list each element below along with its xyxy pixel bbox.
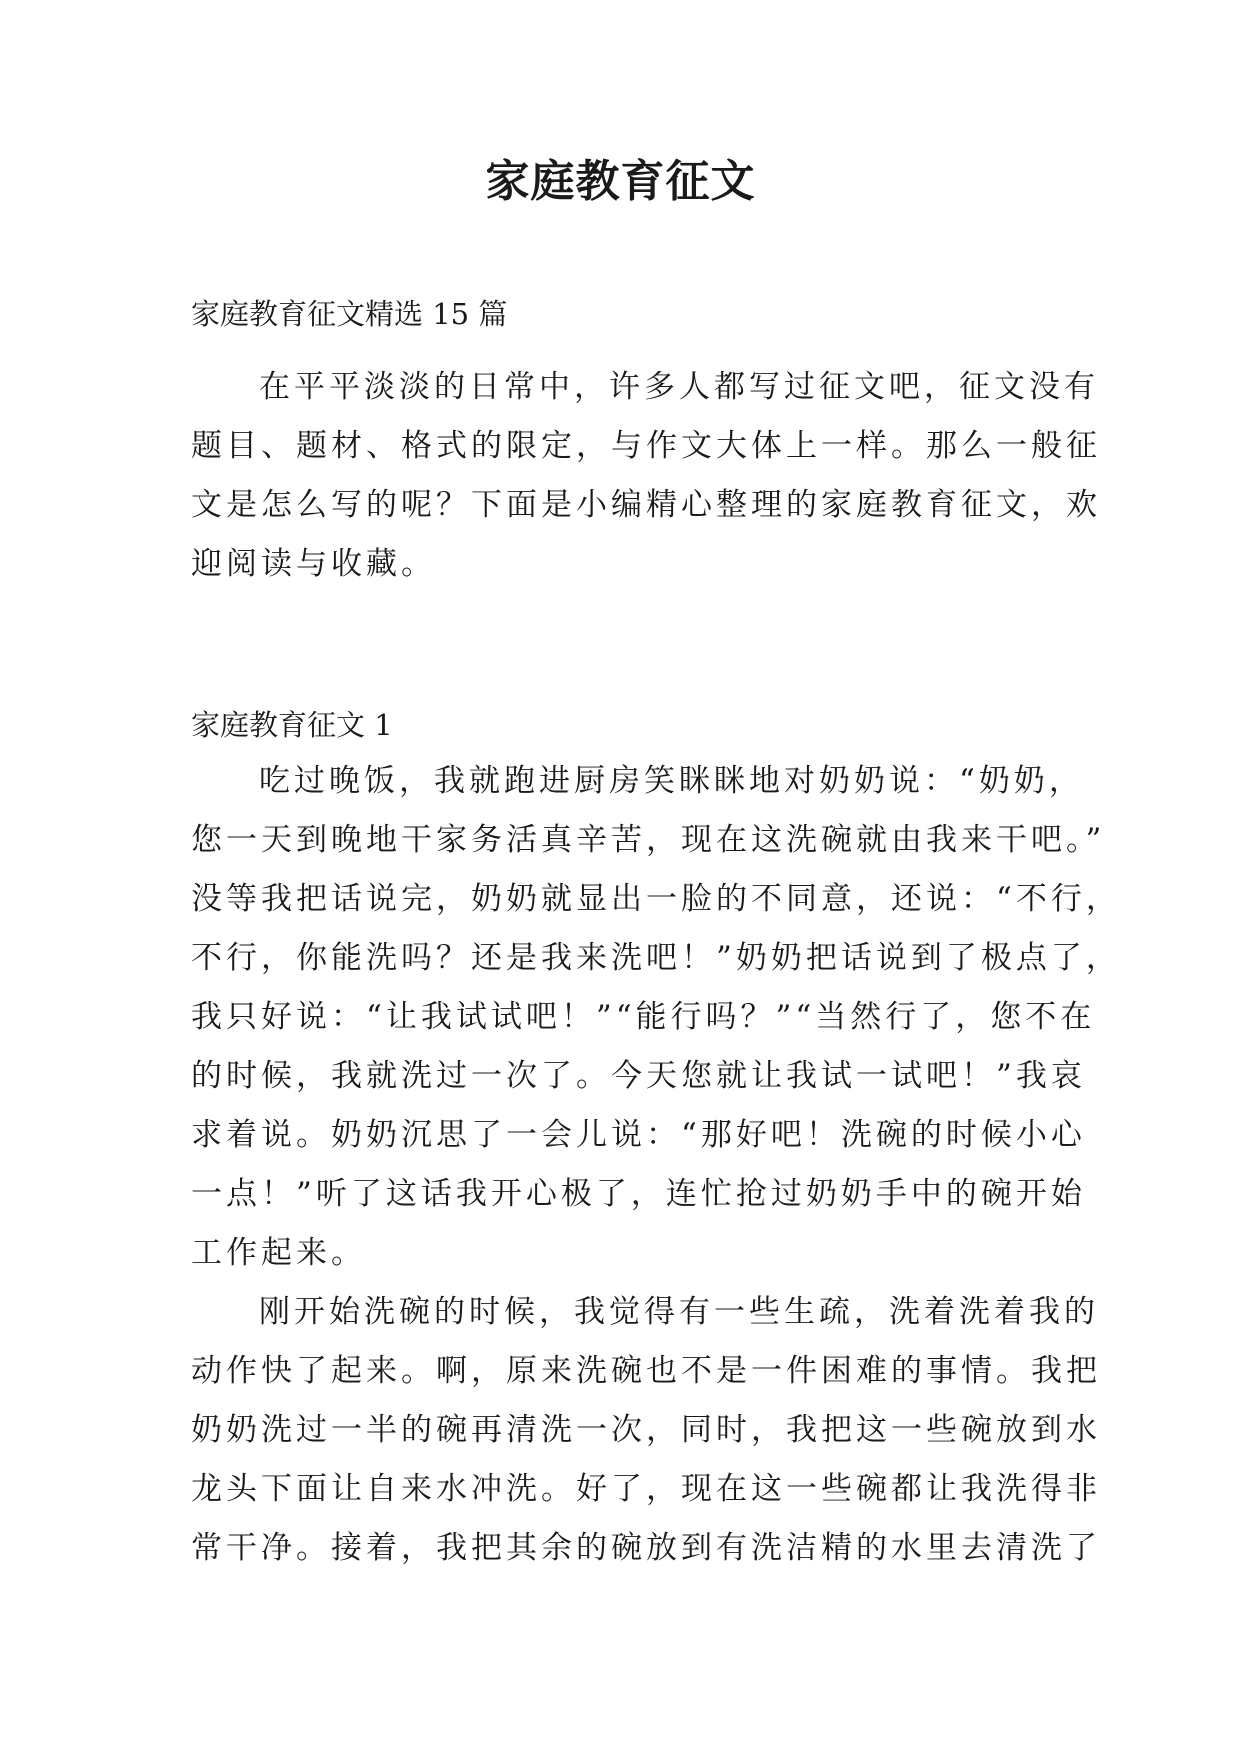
paragraph-line: 一点！”听了这话我开心极了，连忙抢过奶奶手中的碗开始 xyxy=(191,1176,1086,1212)
intro-paragraph xyxy=(191,358,1101,594)
document-title: 家庭教育征文 xyxy=(485,156,756,207)
paragraph-line: 动作快了起来。啊，原来洗碗也不是一件困难的事情。我把 xyxy=(191,1353,1101,1389)
paragraph-line: 您一天到晚地干家务活真辛苦，现在这洗碗就由我来干吧。” xyxy=(191,822,1106,858)
section-heading: 家庭教育征文 1 xyxy=(191,708,393,742)
paragraph-line: 的时候，我就洗过一次了。今天您就让我试一试吧！”我哀 xyxy=(191,1058,1086,1094)
paragraph-line: 在平平淡淡的日常中，许多人都写过征文吧，征文没有 xyxy=(259,369,1099,405)
document-subtitle: 家庭教育征文精选 15 篇 xyxy=(191,297,508,331)
paragraph-line: 文是怎么写的呢？下面是小编精心整理的家庭教育征文，欢 xyxy=(191,487,1101,523)
story-paragraph-2 xyxy=(191,1283,1101,1578)
paragraph-line: 吃过晚饭，我就跑进厨房笑眯眯地对奶奶说：“奶奶， xyxy=(259,763,1084,799)
paragraph-line: 求着说。奶奶沉思了一会儿说：“那好吧！洗碗的时候小心 xyxy=(191,1117,1086,1153)
paragraph-line: 奶奶洗过一半的碗再清洗一次，同时，我把这一些碗放到水 xyxy=(191,1412,1101,1448)
paragraph-line: 没等我把话说完，奶奶就显出一脸的不同意，还说：“不行， xyxy=(191,881,1121,917)
paragraph-line: 常干净。接着，我把其余的碗放到有洗洁精的水里去清洗了 xyxy=(191,1530,1101,1566)
paragraph-line: 题目、题材、格式的限定，与作文大体上一样。那么一般征 xyxy=(191,428,1101,464)
paragraph-line: 我只好说：“让我试试吧！”“能行吗？”“当然行了，您不在 xyxy=(191,999,1096,1035)
story-paragraph-1 xyxy=(191,752,1121,1283)
paragraph-line: 迎阅读与收藏。 xyxy=(191,546,436,582)
paragraph-line: 刚开始洗碗的时候，我觉得有一些生疏，洗着洗着我的 xyxy=(259,1294,1099,1330)
paragraph-line: 龙头下面让自来水冲洗。好了，现在这一些碗都让我洗得非 xyxy=(191,1471,1101,1507)
paragraph-line: 工作起来。 xyxy=(191,1235,366,1271)
paragraph-line: 不行，你能洗吗？还是我来洗吧！”奶奶把话说到了极点了， xyxy=(191,940,1121,976)
